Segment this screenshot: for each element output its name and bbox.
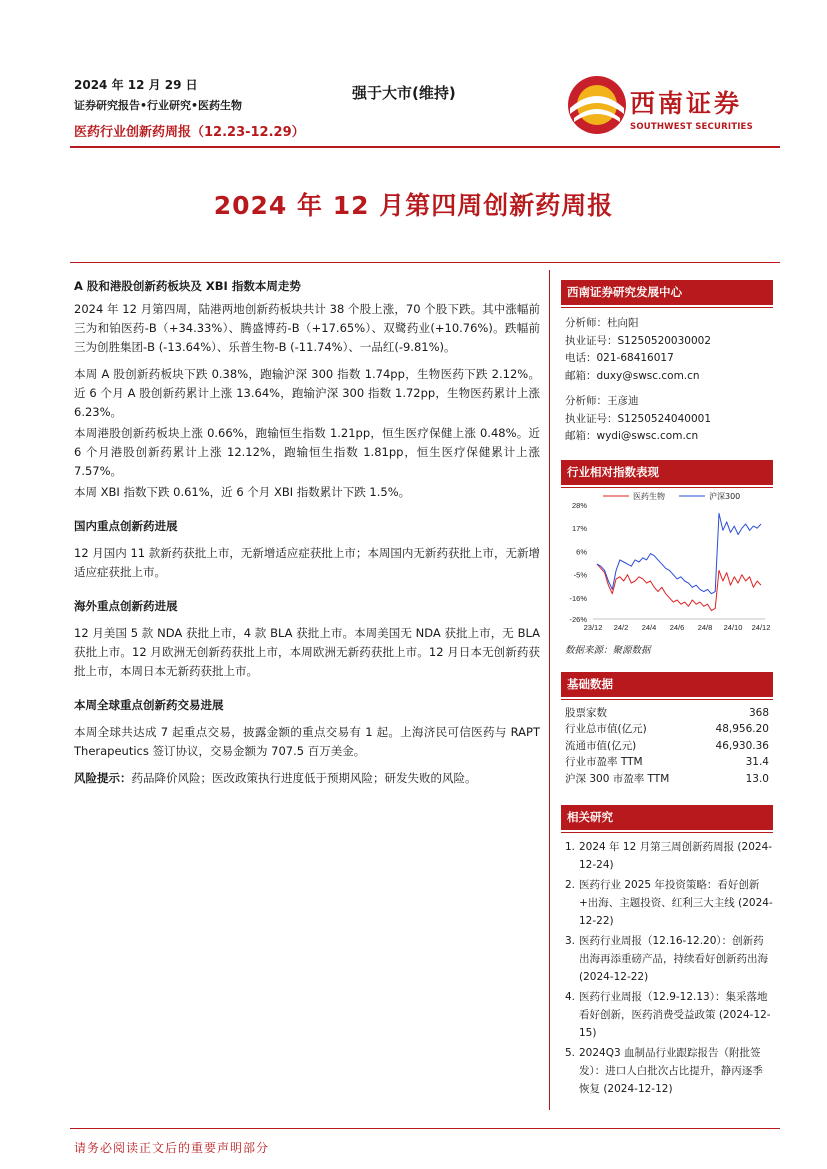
basic-data-header: 基础数据 bbox=[561, 672, 773, 697]
related-research-item[interactable] bbox=[565, 876, 773, 930]
basic-data-label: 流通市值(亿元) bbox=[565, 739, 637, 752]
x-tick-label: 24/2 bbox=[613, 622, 629, 632]
y-tick-label: -5% bbox=[573, 570, 587, 580]
basic-data-value: 48,956.20 bbox=[715, 723, 769, 735]
basic-data-row bbox=[561, 738, 773, 755]
report-subtitle: 医药行业创新药周报（12.23-12.29） bbox=[74, 125, 305, 140]
chart-source: 数据来源：聚源数据 bbox=[565, 644, 651, 656]
basic-data-row bbox=[561, 754, 773, 771]
section-heading: 本周全球重点创新药交易进展 bbox=[74, 698, 224, 712]
footer-divider bbox=[70, 1128, 780, 1129]
basic-data-row bbox=[561, 721, 773, 738]
header-divider bbox=[70, 146, 780, 148]
report-category: 证券研究报告•行业研究•医药生物 bbox=[74, 99, 243, 112]
paragraph: 2024 年 12 月第四周，陆港两地创新药板块共计 38 个股上涨，70 个股下跌。其中涨幅前三为和铂医药-B（+34.33%）、腾盛博药-B（+17.65%）、双鹭药业(+10.76%)。跌幅前三为创胜集团-B (-13.64%）、乐普生物-B (-11.74%）、一品红(-9.81%)。 bbox=[74, 302, 540, 354]
related-research-header: 相关研究 bbox=[561, 805, 773, 830]
item-number: 3. bbox=[565, 935, 576, 947]
item-number: 4. bbox=[565, 991, 576, 1003]
page-title: 2024 年 12 月第四周创新药周报 bbox=[213, 191, 614, 220]
basic-data-label: 沪深 300 市盈率 TTM bbox=[565, 772, 670, 785]
risk-text: 药品降价风险；医改政策执行进度低于预期风险；研发失败的风险。 bbox=[131, 771, 477, 785]
paragraph: 12 月国内 11 款新药获批上市，无新增适应症获批上市；本周国内无新药获批上市，无新增适应症获批上市。 bbox=[74, 546, 540, 579]
item-text: 医药行业周报（12.9-12.13）：集采落地看好创新，医药消费受益政策 (2024-12-15) bbox=[579, 991, 771, 1039]
related-research-list bbox=[561, 838, 773, 1098]
report-date: 2024 年 12 月 29 日 bbox=[74, 78, 198, 92]
related-research-item[interactable] bbox=[565, 988, 773, 1042]
logo-text-en: SOUTHWEST SECURITIES bbox=[630, 122, 753, 132]
x-tick-label: 24/12 bbox=[751, 622, 771, 632]
related-research-item[interactable] bbox=[565, 838, 773, 874]
basic-data-row bbox=[561, 771, 773, 788]
y-tick-label: -26% bbox=[569, 614, 587, 624]
legend-label: 沪深300 bbox=[709, 491, 741, 501]
section-market bbox=[74, 278, 540, 502]
analyst-license: 执业证号：S1250524040001 bbox=[565, 412, 712, 425]
item-number: 1. bbox=[565, 841, 576, 853]
x-tick-label: 23/12 bbox=[583, 622, 603, 632]
x-tick-label: 24/4 bbox=[641, 622, 657, 632]
y-tick-label: 17% bbox=[571, 523, 587, 533]
basic-data-value: 46,930.36 bbox=[715, 739, 769, 752]
related-research-item[interactable] bbox=[565, 932, 773, 986]
rating: 强于大市(维持) bbox=[352, 84, 456, 102]
paragraph: 12 月美国 5 款 NDA 获批上市，4 款 BLA 获批上市。本周美国无 NDA 获批上市，无 BLA 获批上市。12 月欧洲无创新药获批上市，本周欧洲无新药获批上市。12 月日本无创新药获批上市，本周日本无新药获批上市。 bbox=[74, 626, 540, 678]
x-tick-label: 24/10 bbox=[723, 622, 743, 632]
item-text: 2024Q3 血制品行业跟踪报告（附批签发）：进口人白批次占比提升，静丙逐季恢复 (2024-12-12) bbox=[579, 1047, 763, 1095]
paragraph: 本周港股创新药板块上涨 0.66%，跑输恒生指数 1.21pp，恒生医疗保健上涨 0.48%。近 6 个月港股创新药累计上涨 12.12%，跑输恒生指数 1.81pp，恒生医疗保健累计上涨 7.57%。 bbox=[74, 426, 540, 478]
footer-disclaimer: 请务必阅读正文后的重要声明部分 bbox=[74, 1141, 270, 1155]
series-line-pharma bbox=[597, 564, 761, 611]
main-content bbox=[74, 278, 540, 788]
series-line-hs300 bbox=[597, 513, 761, 593]
basic-data-value: 368 bbox=[748, 706, 769, 719]
analyst-email[interactable]: 邮箱：duxy@swsc.com.cn bbox=[565, 369, 700, 382]
basic-data-value: 13.0 bbox=[745, 772, 769, 785]
paragraph: 本周 XBI 指数下跌 0.61%，近 6 个月 XBI 指数累计下跌 1.5%。 bbox=[74, 485, 411, 499]
section-overseas bbox=[74, 598, 540, 681]
relative-index-chart bbox=[561, 491, 773, 636]
section-domestic bbox=[74, 518, 540, 582]
paragraph: 本周全球共达成 7 起重点交易，披露金额的重点交易有 1 起。上海济民可信医药与 RAPT Therapeutics 签订协议，交易金额为 707.5 百万美金。 bbox=[74, 725, 540, 758]
analyst-phone: 电话：021-68416017 bbox=[565, 352, 674, 364]
logo-text: 西南证券 bbox=[630, 89, 743, 118]
section-deals bbox=[74, 697, 540, 761]
x-tick-label: 24/6 bbox=[669, 622, 685, 632]
item-text: 医药行业 2025 年投资策略：看好创新+出海、主题投资、红利三大主线 (2024-12-22) bbox=[579, 879, 773, 927]
y-tick-label: 28% bbox=[571, 500, 587, 510]
basic-data-row bbox=[561, 705, 773, 722]
basic-data-label: 行业总市值(亿元) bbox=[565, 723, 647, 735]
related-research-item[interactable] bbox=[565, 1044, 773, 1098]
chart-header: 行业相对指数表现 bbox=[561, 460, 773, 485]
item-number: 5. bbox=[565, 1047, 576, 1059]
basic-data-list bbox=[561, 705, 773, 788]
y-tick-label: -16% bbox=[569, 593, 587, 603]
risk-label: 风险提示： bbox=[74, 771, 132, 785]
analyst-license: 执业证号：S1250520030002 bbox=[565, 334, 712, 347]
legend-label: 医药生物 bbox=[633, 491, 665, 501]
item-text: 医药行业周报（12.16-12.20）：创新药出海再添重磅产品，持续看好创新药出海 (2024-12-22) bbox=[579, 935, 768, 983]
risk-warning bbox=[74, 769, 540, 788]
y-tick-label: 6% bbox=[576, 546, 587, 556]
basic-data-label: 股票家数 bbox=[565, 706, 607, 719]
analyst-email[interactable]: 邮箱：wydi@swsc.com.cn bbox=[565, 430, 699, 442]
paragraph: 本周 A 股创新药板块下跌 0.38%，跑输沪深 300 指数 1.74pp，生物医药下跌 2.12%。近 6 个月 A 股创新药累计上涨 13.64%，跑输沪深 300 指数 1.72pp，生物医药累计上涨 6.23%。 bbox=[74, 367, 540, 419]
analyst-name: 分析师：王彦迪 bbox=[565, 395, 639, 407]
x-tick-label: 24/8 bbox=[697, 622, 713, 632]
basic-data-value: 31.4 bbox=[745, 756, 769, 768]
research-center-header: 西南证券研究发展中心 bbox=[561, 280, 773, 305]
title-divider bbox=[70, 262, 780, 263]
sidebar bbox=[561, 280, 773, 1100]
basic-data-label: 行业市盈率 TTM bbox=[565, 756, 643, 768]
item-text: 2024 年 12 月第三周创新药周报 (2024-12-24) bbox=[579, 841, 773, 871]
logo-emblem-icon bbox=[566, 74, 628, 136]
item-number: 2. bbox=[565, 879, 576, 891]
section-heading: 海外重点创新药进展 bbox=[74, 599, 178, 613]
analyst-block bbox=[561, 315, 773, 446]
analyst-name: 分析师：杜向阳 bbox=[565, 317, 639, 329]
section-heading: A 股和港股创新药板块及 XBI 指数本周走势 bbox=[74, 279, 301, 293]
column-divider bbox=[549, 270, 550, 1110]
section-heading: 国内重点创新药进展 bbox=[74, 519, 178, 533]
